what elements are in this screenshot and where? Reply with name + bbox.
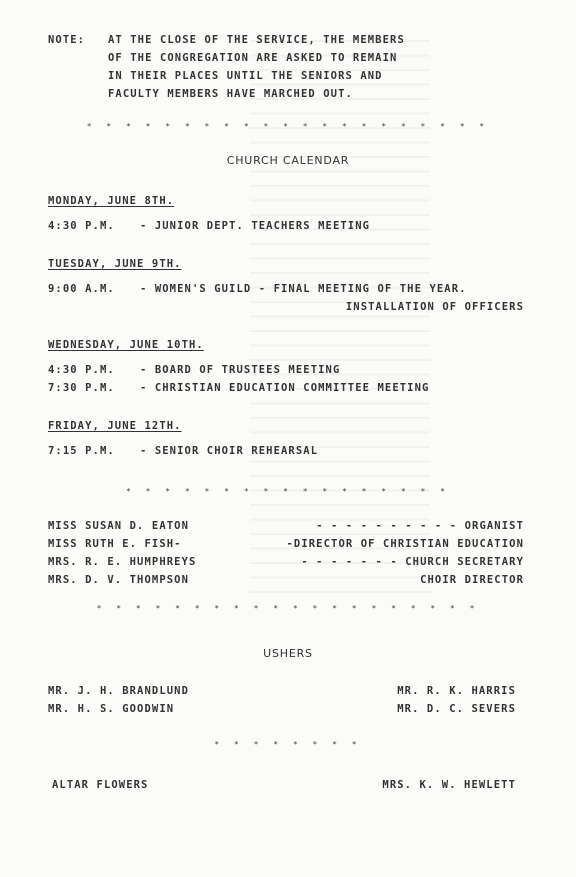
divider-stars: * * * * * * * * * * * * * * * * * bbox=[126, 487, 450, 496]
staff-name: MRS. D. V. THOMPSON bbox=[48, 574, 190, 586]
divider-stars: * * * * * * * * bbox=[214, 740, 362, 749]
event-text-continued: INSTALLATION OF OFFICERS bbox=[345, 301, 524, 313]
staff-name: MISS SUSAN D. EATON bbox=[48, 520, 190, 532]
calendar-day-date: WEDNESDAY, JUNE 10TH. bbox=[48, 339, 204, 351]
altar-flowers-label: ALTAR FLOWERS bbox=[52, 779, 149, 791]
event-time: 7:15 P.M. bbox=[48, 445, 115, 457]
usher-name: MR. J. H. BRANDLUND bbox=[48, 685, 190, 697]
event-time: 4:30 P.M. bbox=[48, 364, 115, 376]
staff-role: -DIRECTOR OF CHRISTIAN EDUCATION bbox=[286, 538, 524, 550]
divider-stars: * * * * * * * * * * * * * * * * * * * * bbox=[96, 604, 480, 613]
event-time: 7:30 P.M. bbox=[48, 382, 115, 394]
divider-stars: * * * * * * * * * * * * * * * * * * * * * bbox=[86, 122, 490, 131]
staff-role: - - - - - - - CHURCH SECRETARY bbox=[301, 556, 524, 568]
usher-name: MR. R. K. HARRIS bbox=[397, 685, 516, 697]
ushers-title: USHERS bbox=[263, 647, 313, 660]
calendar-day-date: MONDAY, JUNE 8TH. bbox=[48, 195, 175, 207]
usher-name: MR. H. S. GOODWIN bbox=[48, 703, 175, 715]
staff-name: MISS RUTH E. FISH- bbox=[48, 538, 182, 550]
calendar-day-date: TUESDAY, JUNE 9TH. bbox=[48, 258, 182, 270]
calendar-day-date: FRIDAY, JUNE 12TH. bbox=[48, 420, 182, 432]
usher-name: MR. D. C. SEVERS bbox=[397, 703, 516, 715]
event-text: - JUNIOR DEPT. TEACHERS MEETING bbox=[140, 220, 371, 232]
altar-flowers-donor: MRS. K. W. HEWLETT bbox=[382, 779, 516, 791]
staff-role: CHOIR DIRECTOR bbox=[420, 574, 524, 586]
staff-role: - - - - - - - - - - ORGANIST bbox=[316, 520, 524, 532]
event-time: 4:30 P.M. bbox=[48, 220, 115, 232]
event-text: - SENIOR CHOIR REHEARSAL bbox=[140, 445, 319, 457]
note-label: NOTE: bbox=[48, 34, 86, 46]
note-line: IN THEIR PLACES UNTIL THE SENIORS AND bbox=[108, 70, 383, 82]
note-line: FACULTY MEMBERS HAVE MARCHED OUT. bbox=[108, 88, 353, 100]
event-text: - BOARD OF TRUSTEES MEETING bbox=[140, 364, 341, 376]
note-line: AT THE CLOSE OF THE SERVICE, THE MEMBERS bbox=[108, 34, 405, 46]
event-time: 9:00 A.M. bbox=[48, 283, 115, 295]
event-text: - CHRISTIAN EDUCATION COMMITTEE MEETING bbox=[140, 382, 430, 394]
church-calendar-title: CHURCH CALENDAR bbox=[226, 154, 350, 167]
staff-name: MRS. R. E. HUMPHREYS bbox=[48, 556, 197, 568]
note-line: OF THE CONGREGATION ARE ASKED TO REMAIN bbox=[108, 52, 398, 64]
event-text: - WOMEN'S GUILD - FINAL MEETING OF THE YEAR. bbox=[140, 283, 467, 295]
